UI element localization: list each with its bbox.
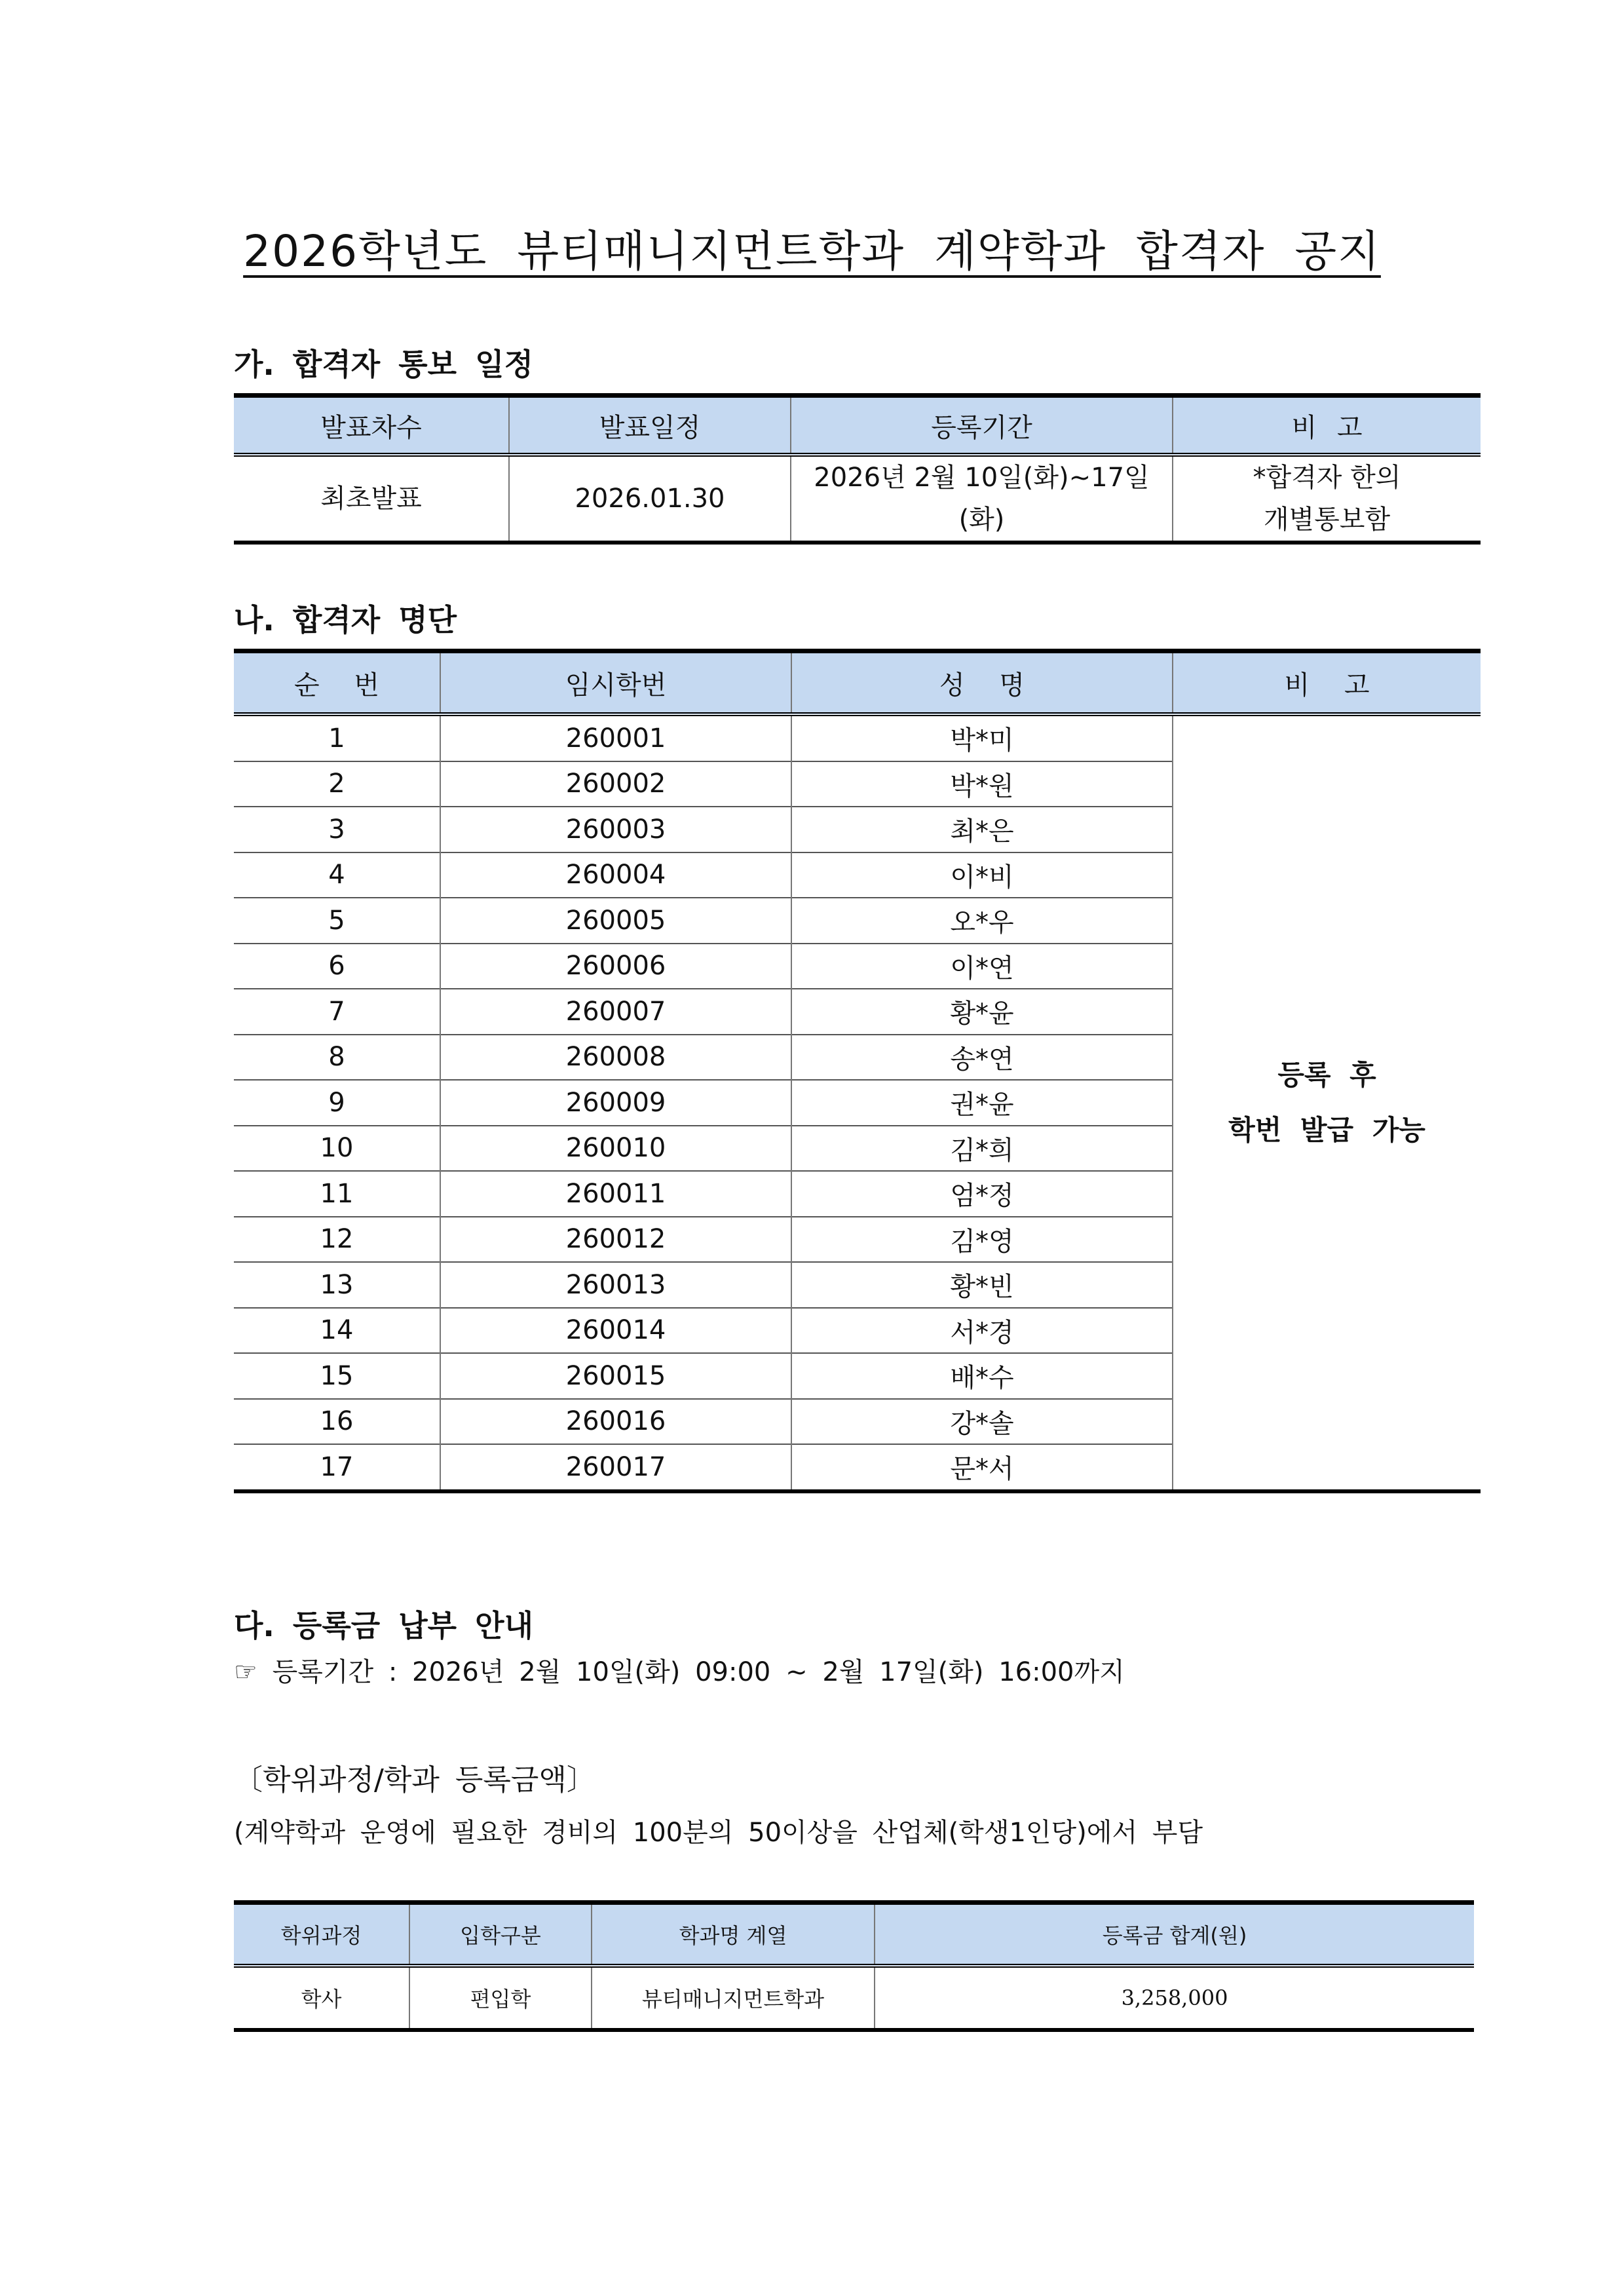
applicant-id: 260017 — [440, 1444, 791, 1491]
page-title: 2026학년도 뷰티매니지먼트학과 계약학과 합격자 공지 — [243, 226, 1381, 277]
applicant-name: 문*서 — [791, 1444, 1173, 1491]
applicant-id: 260004 — [440, 852, 791, 898]
applicant-id: 260011 — [440, 1171, 791, 1217]
fee-row — [234, 1966, 1474, 2030]
fee-header-row — [234, 1903, 1474, 1966]
applicant-header-cell: 비 고 — [1173, 651, 1481, 715]
schedule-header-cell: 발표일정 — [509, 396, 791, 455]
applicant-id: 260006 — [440, 944, 791, 989]
applicant-id: 260015 — [440, 1353, 791, 1399]
applicant-name: 배*수 — [791, 1353, 1173, 1399]
applicant-id: 260010 — [440, 1126, 791, 1172]
applicant-header-row — [234, 651, 1481, 715]
applicant-no: 12 — [234, 1217, 440, 1263]
section3-heading: 다. 등록금 납부 안내 — [234, 1608, 534, 1643]
applicant-id: 260005 — [440, 898, 791, 944]
applicant-no: 13 — [234, 1262, 440, 1308]
schedule-header-cell: 발표차수 — [234, 396, 509, 455]
applicant-no: 2 — [234, 761, 440, 807]
applicant-id: 260012 — [440, 1217, 791, 1263]
fee-header-cell: 입학구분 — [409, 1903, 592, 1966]
schedule-period: 2026년 2월 10일(화)~17일(화) — [791, 455, 1173, 543]
applicant-header-cell: 순 번 — [234, 651, 440, 715]
schedule-table — [234, 393, 1481, 545]
applicant-header-cell: 성 명 — [791, 651, 1173, 715]
applicant-no: 6 — [234, 944, 440, 989]
applicant-name: 김*영 — [791, 1217, 1173, 1263]
applicant-name: 송*연 — [791, 1035, 1173, 1081]
applicant-name: 이*비 — [791, 852, 1173, 898]
schedule-round: 최초발표 — [320, 484, 422, 514]
applicant-table — [234, 649, 1481, 1493]
applicant-note-line: 등록 후 — [1277, 1058, 1376, 1091]
schedule-note-line: *합격자 한의 — [1253, 463, 1401, 493]
fee-dept: 뷰티매니지먼트학과 — [592, 1966, 875, 2030]
schedule-header-cell: 등록기간 — [791, 396, 1173, 455]
applicant-name: 최*은 — [791, 807, 1173, 852]
schedule-date: 2026.01.30 — [509, 455, 791, 543]
applicant-no: 11 — [234, 1171, 440, 1217]
applicant-id: 260009 — [440, 1080, 791, 1126]
applicant-id: 260008 — [440, 1035, 791, 1081]
applicant-id: 260016 — [440, 1399, 791, 1445]
applicant-name: 황*빈 — [791, 1262, 1173, 1308]
applicant-no: 16 — [234, 1399, 440, 1445]
applicant-name: 엄*정 — [791, 1171, 1173, 1217]
schedule-header-row — [234, 396, 1481, 455]
section2-heading: 나. 합격자 명단 — [234, 602, 457, 638]
fee-header-cell: 학위과정 — [234, 1903, 409, 1966]
applicant-name: 권*윤 — [791, 1080, 1173, 1126]
fee-note: (계약학과 운영에 필요한 경비의 100분의 50이상을 산업체(학생1인당)에서 부담 — [234, 1818, 1203, 1848]
applicant-name: 박*미 — [791, 714, 1173, 761]
schedule-note — [1173, 455, 1481, 543]
applicant-no: 15 — [234, 1353, 440, 1399]
applicant-no: 17 — [234, 1444, 440, 1491]
fee-table — [234, 1900, 1474, 2032]
applicant-name: 서*경 — [791, 1308, 1173, 1354]
registration-period-line: ☞ 등록기간 : 2026년 2월 10일(화) 09:00 ~ 2월 17일(화) 16:00까지 — [234, 1657, 1125, 1687]
applicant-id: 260013 — [440, 1262, 791, 1308]
applicant-no: 5 — [234, 898, 440, 944]
applicant-no: 8 — [234, 1035, 440, 1081]
fee-type: 편입학 — [409, 1966, 592, 2030]
fee-header-cell: 학과명 계열 — [592, 1903, 875, 1966]
applicant-id: 260003 — [440, 807, 791, 852]
applicant-name: 김*희 — [791, 1126, 1173, 1172]
fee-total: 3,258,000 — [875, 1966, 1474, 2030]
applicant-name: 박*원 — [791, 761, 1173, 807]
applicant-header-cell: 임시학번 — [440, 651, 791, 715]
section1-heading: 가. 합격자 통보 일정 — [234, 347, 534, 382]
applicant-id: 260014 — [440, 1308, 791, 1354]
schedule-header-cell: 비 고 — [1173, 396, 1481, 455]
applicant-note-line: 학번 발급 가능 — [1228, 1113, 1426, 1146]
schedule-row — [234, 455, 1481, 543]
schedule-note-line: 개별통보함 — [1263, 505, 1391, 535]
applicant-id: 260001 — [440, 714, 791, 761]
fee-header-cell: 등록금 합계(원) — [875, 1903, 1474, 1966]
applicant-no: 10 — [234, 1126, 440, 1172]
table-row — [234, 714, 1481, 761]
applicant-no: 9 — [234, 1080, 440, 1126]
applicant-id: 260007 — [440, 989, 791, 1035]
applicant-no: 7 — [234, 989, 440, 1035]
applicant-no: 1 — [328, 723, 345, 754]
applicant-no: 4 — [234, 852, 440, 898]
applicant-no: 3 — [234, 807, 440, 852]
applicant-name: 황*윤 — [791, 989, 1173, 1035]
applicant-name: 이*연 — [791, 944, 1173, 989]
fee-degree: 학사 — [301, 1987, 342, 2012]
applicant-no: 14 — [234, 1308, 440, 1354]
applicant-note — [1173, 714, 1481, 1491]
applicant-id: 260002 — [440, 761, 791, 807]
applicant-name: 오*우 — [791, 898, 1173, 944]
applicant-name: 강*솔 — [791, 1399, 1173, 1445]
fee-subheading: 〔학위과정/학과 등록금액〕 — [234, 1763, 595, 1797]
